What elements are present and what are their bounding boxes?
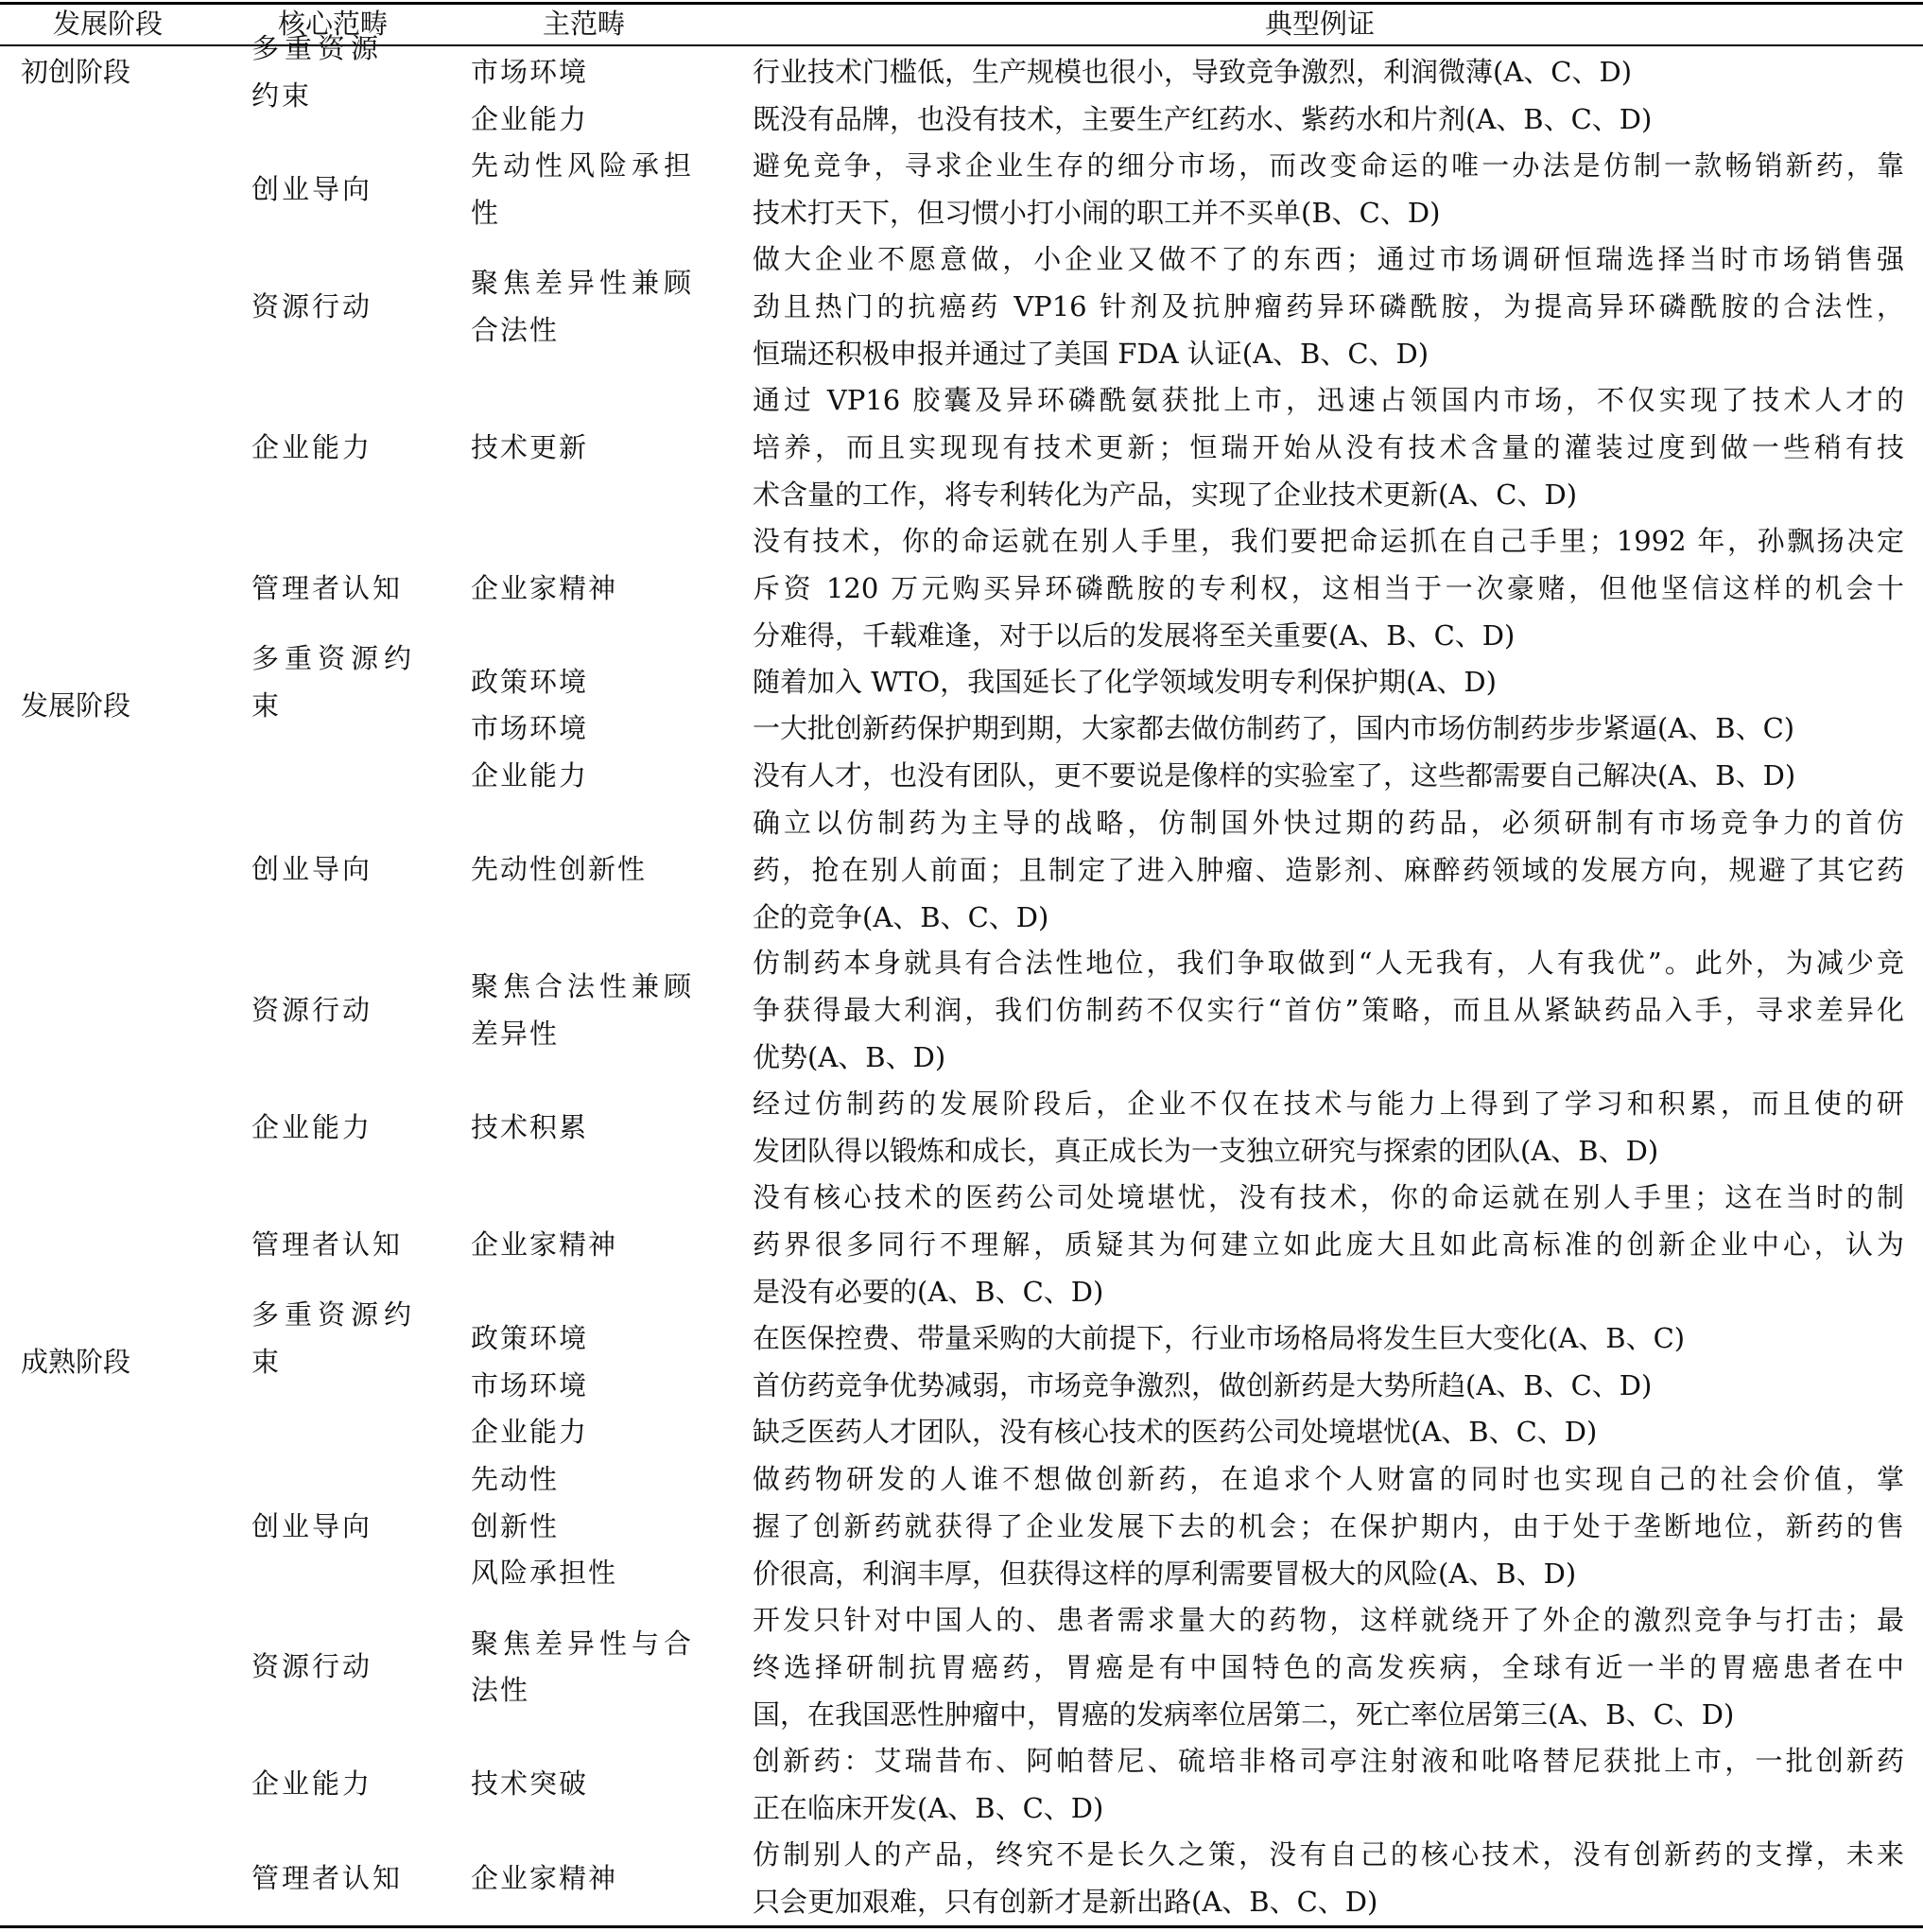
core-category: 管理者认知	[251, 1861, 404, 1894]
main-category: 政策环境	[471, 665, 589, 698]
evidence-line: 价很高，利润丰厚，但获得这样的厚利需要冒极大的风险(A、B、D)	[753, 1558, 1577, 1590]
core-category: 企业能力	[251, 430, 373, 463]
evidence-line: 是没有必要的(A、B、C、D)	[753, 1276, 1104, 1309]
main-category: 企业家精神	[471, 571, 618, 604]
core-category: 创业导向	[251, 173, 373, 205]
core-category: 资源行动	[251, 994, 373, 1026]
core-category: 约束	[251, 78, 313, 112]
evidence-line: 只会更加艰难，只有创新才是新出路(A、B、C、D)	[753, 1885, 1378, 1918]
evidence-line: 没有人才，也没有团队，更不要说是像样的实验室了，这些都需要自己解决(A、B、D)	[753, 759, 1796, 792]
main-category: 企业家精神	[471, 1228, 618, 1261]
evidence-line: 分难得，千载难逢，对于以后的发展将至关重要(A、B、C、D)	[753, 619, 1516, 652]
main-category: 企业能力	[471, 102, 589, 135]
evidence-line: 行业技术门槛低，生产规模也很小，导致竞争激烈，利润微薄(A、C、D)	[753, 56, 1633, 88]
header-core-category: 核心范畴	[278, 8, 389, 40]
evidence-line: 培养，而且实现现有技术更新；恒瑞开始从没有技术含量的灌装过度到做一些稍有技	[753, 431, 1904, 464]
main-category: 技术突破	[471, 1767, 589, 1801]
evidence-cell	[753, 517, 1904, 659]
evidence-line: 握了创新药就获得了企业发展下去的机会；在保护期内，由于处于垄断地位，新药的售	[753, 1510, 1904, 1542]
header-stage: 发展阶段	[53, 8, 164, 40]
main-category: 市场环境	[471, 1368, 589, 1401]
evidence-line: 恒瑞还积极申报并通过了美国 FDA 认证(A、B、C、D)	[753, 338, 1429, 371]
stage-label: 初创阶段	[21, 56, 131, 88]
evidence-line: 劲且热门的抗癌药 VP16 针剂及抗肿瘤药异环磷酰胺，为提高异环磷酰胺的合法性，	[753, 290, 1904, 323]
evidence-line: 避免竞争，寻求企业生存的细分市场，而改变命运的唯一办法是仿制一款畅销新药，靠	[753, 149, 1904, 183]
evidence-cell	[753, 48, 1904, 96]
evidence-cell	[753, 235, 1904, 377]
evidence-cell	[753, 658, 1904, 705]
main-category: 市场环境	[471, 712, 589, 745]
main-category: 聚焦合法性兼顾	[471, 970, 697, 1003]
evidence-line: 缺乏医药人才团队，没有核心技术的医药公司处境堪忧(A、B、C、D)	[753, 1416, 1598, 1449]
evidence-cell	[753, 1831, 1904, 1925]
main-category: 性	[471, 196, 501, 229]
core-category: 资源行动	[251, 1650, 373, 1683]
evidence-cell	[753, 1455, 1904, 1597]
evidence-line: 国，在我国恶性肿瘤中，胃癌的发病率位居第二，死亡率位居第三(A、B、C、D)	[753, 1697, 1735, 1731]
core-category: 创业导向	[251, 1509, 373, 1542]
header-evidence: 典型例证	[1265, 8, 1376, 40]
evidence-line: 经过仿制药的发展阶段后，企业不仅在技术与能力上得到了学习和积累，而且使的研	[753, 1088, 1904, 1121]
core-category: 多重资源约	[251, 1298, 418, 1332]
evidence-line: 争获得最大利润，我们仿制药不仅实行“首仿”策略，而且从紧缺药品入手，寻求差异化	[753, 994, 1904, 1027]
core-category: 管理者认知	[251, 571, 404, 604]
evidence-cell	[753, 799, 1904, 941]
main-category: 聚焦差异性与合	[471, 1627, 697, 1660]
main-category: 先动性风险承担	[471, 149, 697, 183]
evidence-line: 确立以仿制药为主导的战略，仿制国外快过期的药品，必须研制有市场竞争力的首仿	[753, 806, 1904, 839]
evidence-cell	[753, 1080, 1904, 1175]
evidence-cell	[753, 1174, 1904, 1315]
evidence-line: 正在临床开发(A、B、C、D)	[753, 1791, 1104, 1824]
evidence-cell	[753, 705, 1904, 752]
evidence-cell	[753, 1737, 1904, 1832]
evidence-line: 企的竞争(A、B、C、D)	[753, 900, 1049, 933]
evidence-line: 术含量的工作，将专利转化为产品，实现了企业技术更新(A、C、D)	[753, 479, 1578, 512]
evidence-line: 首仿药竞争优势减弱，市场竞争激烈，做创新药是大势所趋(A、B、C、D)	[753, 1368, 1653, 1401]
main-category: 技术积累	[471, 1111, 589, 1143]
stage-label: 发展阶段	[21, 688, 131, 722]
core-category: 管理者认知	[251, 1228, 404, 1261]
evidence-line: 仿制别人的产品，终究不是长久之策，没有自己的核心技术，没有创新药的支撑，未来	[753, 1837, 1904, 1871]
evidence-line: 技术打天下，但习惯小打小闹的职工并不买单(B、C、D)	[753, 197, 1441, 230]
evidence-line: 终选择研制抗胃癌药，胃癌是有中国特色的高发疾病，全球有近一半的胃癌患者在中	[753, 1650, 1904, 1683]
evidence-line: 药界很多同行不理解，质疑其为何建立如此庞大且如此高标准的创新企业中心，认为	[753, 1228, 1904, 1262]
evidence-cell	[753, 1408, 1904, 1455]
main-category: 创新性	[471, 1509, 560, 1542]
table-bottom-rule	[0, 1925, 1923, 1928]
evidence-line: 没有核心技术的医药公司处境堪忧，没有技术，你的命运就在别人手里；这在当时的制	[753, 1181, 1904, 1214]
evidence-line: 创新药：艾瑞昔布、阿帕替尼、硫培非格司亭注射液和吡咯替尼获批上市，一批创新药	[753, 1744, 1904, 1777]
evidence-cell	[753, 96, 1904, 143]
core-category: 束	[251, 1346, 283, 1378]
main-category: 合法性	[471, 313, 560, 346]
core-category: 多重资源约	[251, 642, 418, 674]
evidence-line: 通过 VP16 胶囊及异环磷酰氨获批上市，迅速占领国内市场，不仅实现了技术人才的	[753, 384, 1904, 417]
evidence-line: 做大企业不愿意做，小企业又做不了的东西；通过市场调研恒瑞选择当时市场销售强	[753, 243, 1904, 276]
main-category: 企业能力	[471, 1416, 589, 1449]
core-category: 资源行动	[251, 290, 373, 322]
main-category: 法性	[471, 1674, 530, 1707]
main-category: 差异性	[471, 1017, 560, 1050]
evidence-cell	[753, 939, 1904, 1081]
evidence-cell	[753, 752, 1904, 799]
evidence-line: 斥资 120 万元购买异环磷酰胺的专利权，这相当于一次豪赌，但他坚信这样的机会十	[753, 572, 1904, 604]
main-category: 市场环境	[471, 56, 589, 88]
evidence-cell	[753, 142, 1904, 236]
main-category: 企业能力	[471, 759, 589, 792]
main-category: 先动性创新性	[471, 853, 648, 886]
evidence-line: 在医保控费、带量采购的大前提下，行业市场格局将发生巨大变化(A、B、C)	[753, 1322, 1686, 1355]
evidence-line: 仿制药本身就具有合法性地位，我们争取做到“人无我有，人有我优”。此外，为减少竞	[753, 947, 1904, 980]
core-category: 束	[251, 688, 283, 722]
main-category: 技术更新	[471, 430, 589, 463]
evidence-line: 一大批创新药保护期到期，大家都去做仿制药了，国内市场仿制药步步紧逼(A、B、C)	[753, 712, 1795, 745]
evidence-line: 优势(A、B、D)	[753, 1041, 946, 1074]
evidence-line: 随着加入 WTO，我国延长了化学领域发明专利保护期(A、D)	[753, 665, 1497, 698]
core-category: 企业能力	[251, 1111, 373, 1143]
evidence-line: 做药物研发的人谁不想做创新药，在追求个人财富的同时也实现自己的社会价值，掌	[753, 1463, 1904, 1495]
evidence-line: 没有技术，你的命运就在别人手里，我们要把命运抓在自己手里；1992 年，孙飘扬决定	[753, 525, 1904, 557]
evidence-cell	[753, 1596, 1904, 1738]
main-category: 企业家精神	[471, 1861, 618, 1894]
main-category: 风险承担性	[471, 1557, 618, 1590]
stage-label: 成熟阶段	[21, 1346, 131, 1378]
evidence-line: 药，抢在别人前面；且制定了进入肿瘤、造影剂、麻醉药领域的发展方向，规避了其它药	[753, 853, 1904, 886]
core-category: 企业能力	[251, 1767, 373, 1801]
evidence-line: 发团队得以锻炼和成长，真正成长为一支独立研究与探索的团队(A、B、D)	[753, 1135, 1659, 1168]
main-category: 政策环境	[471, 1322, 589, 1355]
evidence-cell	[753, 1314, 1904, 1362]
evidence-line: 既没有品牌，也没有技术，主要生产红药水、紫药水和片剂(A、B、C、D)	[753, 102, 1653, 135]
core-category: 多重资源	[251, 32, 385, 65]
evidence-cell	[753, 1362, 1904, 1409]
header-main-category: 主范畴	[543, 8, 626, 40]
main-category: 先动性	[471, 1463, 560, 1495]
evidence-line: 开发只针对中国人的、患者需求量大的药物，这样就绕开了外企的激烈竞争与打击；最	[753, 1603, 1904, 1636]
core-category: 创业导向	[251, 853, 373, 886]
main-category: 聚焦差异性兼顾	[471, 267, 697, 300]
evidence-cell	[753, 376, 1904, 518]
